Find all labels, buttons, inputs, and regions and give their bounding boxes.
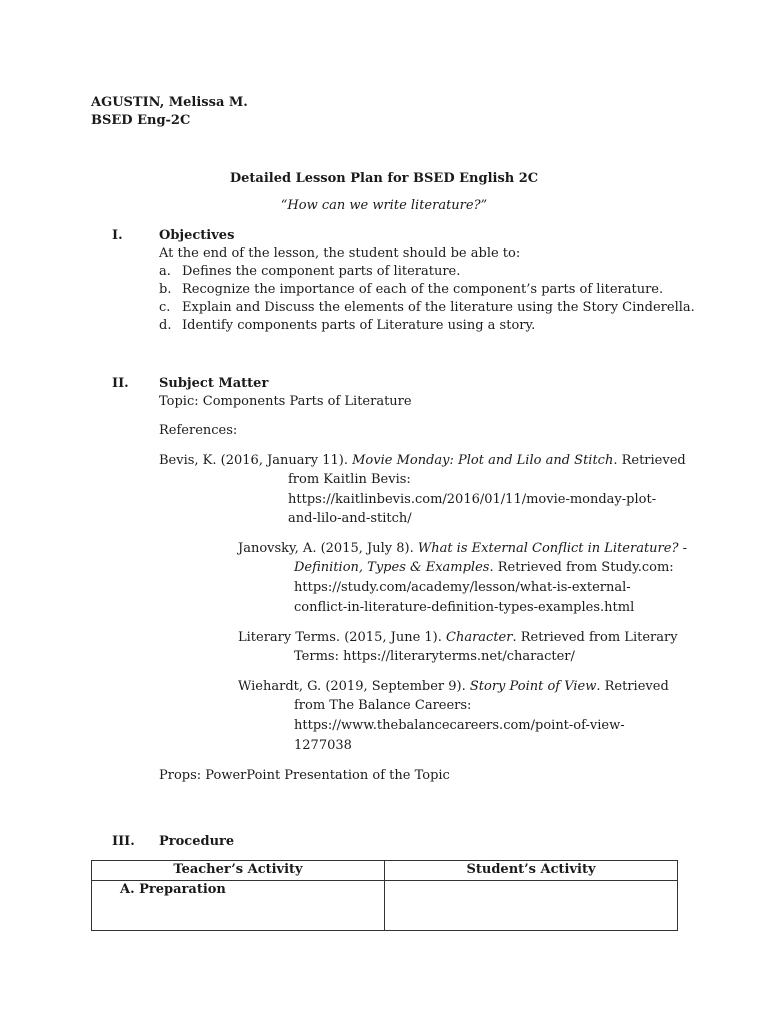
- objectives-numeral: I.: [112, 228, 123, 243]
- author-name: AGUSTIN, Melissa M.: [91, 95, 248, 110]
- reference-author: Janovsky, A. (2015, July 8).: [238, 541, 418, 556]
- objectives-heading: Objectives: [159, 228, 235, 243]
- objective-text: Explain and Discuss the elements of the literature using the Story Cinderella.: [182, 300, 695, 315]
- reference-author: Bevis, K. (2016, January 11).: [159, 453, 353, 468]
- objective-marker: a.: [159, 264, 171, 279]
- reference-url[interactable]: and-lilo-and-stitch/: [288, 511, 412, 526]
- objective-text: Defines the component parts of literature.: [182, 264, 461, 279]
- page-subtitle: “How can we write literature?”: [280, 198, 488, 213]
- teacher-activity-cell: A. Preparation: [92, 881, 385, 931]
- reference-url[interactable]: Terms: https://literaryterms.net/character/: [294, 649, 575, 664]
- reference-detail: . Retrieved: [596, 679, 669, 694]
- reference-detail: . Retrieved from Literary: [512, 630, 678, 645]
- procedure-table: [91, 860, 678, 931]
- reference-author: Literary Terms. (2015, June 1).: [238, 630, 447, 645]
- reference-url[interactable]: https://www.thebalancecareers.com/point-of-view-: [294, 718, 625, 733]
- page-title: Detailed Lesson Plan for BSED English 2C: [229, 171, 539, 186]
- references-label: References:: [159, 423, 238, 438]
- reference-url[interactable]: 1277038: [294, 738, 352, 753]
- objective-marker: c.: [159, 300, 171, 315]
- subject-heading: Subject Matter: [159, 376, 269, 391]
- reference-url[interactable]: https://study.com/academy/lesson/what-is-external-: [294, 580, 631, 595]
- reference-detail: . Retrieved from Study.com:: [489, 560, 674, 575]
- reference-url[interactable]: conflict-in-literature-definition-types-examples.html: [294, 600, 635, 615]
- reference-detail: [294, 559, 674, 577]
- reference-entry: [159, 452, 686, 470]
- procedure-numeral: III.: [112, 834, 135, 849]
- subject-numeral: II.: [112, 376, 129, 391]
- reference-title: What is External Conflict in Literature? -: [417, 541, 687, 556]
- objectives-intro: At the end of the lesson, the student should be able to:: [159, 246, 521, 261]
- reference-entry: [238, 540, 687, 558]
- reference-entry: [238, 678, 669, 696]
- reference-url[interactable]: https://kaitlinbevis.com/2016/01/11/movie-monday-plot-: [288, 492, 657, 507]
- column-header-teacher: Teacher’s Activity: [92, 861, 385, 881]
- class-section: BSED Eng-2C: [91, 113, 191, 128]
- objective-text: Recognize the importance of each of the component’s parts of literature.: [182, 282, 664, 297]
- table-header-row: [92, 861, 678, 881]
- table-row: [92, 881, 678, 931]
- reference-detail: from Kaitlin Bevis:: [288, 472, 411, 487]
- objective-marker: d.: [159, 318, 172, 333]
- reference-title: Movie Monday: Plot and Lilo and Stitch: [352, 453, 614, 468]
- reference-title: Definition, Types & Examples: [294, 560, 490, 575]
- props-text: Props: PowerPoint Presentation of the Topic: [159, 768, 450, 783]
- reference-title: Story Point of View: [469, 679, 597, 694]
- objective-marker: b.: [159, 282, 172, 297]
- objective-text: Identify components parts of Literature using a story.: [182, 318, 536, 333]
- procedure-heading: Procedure: [159, 834, 235, 849]
- column-header-student: Student’s Activity: [385, 861, 678, 881]
- subject-topic: Topic: Components Parts of Literature: [159, 394, 412, 409]
- reference-title: Character: [446, 630, 513, 645]
- reference-author: Wiehardt, G. (2019, September 9).: [238, 679, 470, 694]
- reference-detail: from The Balance Careers:: [294, 698, 472, 713]
- student-activity-cell: [385, 881, 678, 931]
- reference-detail: . Retrieved: [613, 453, 686, 468]
- reference-entry: [238, 629, 678, 647]
